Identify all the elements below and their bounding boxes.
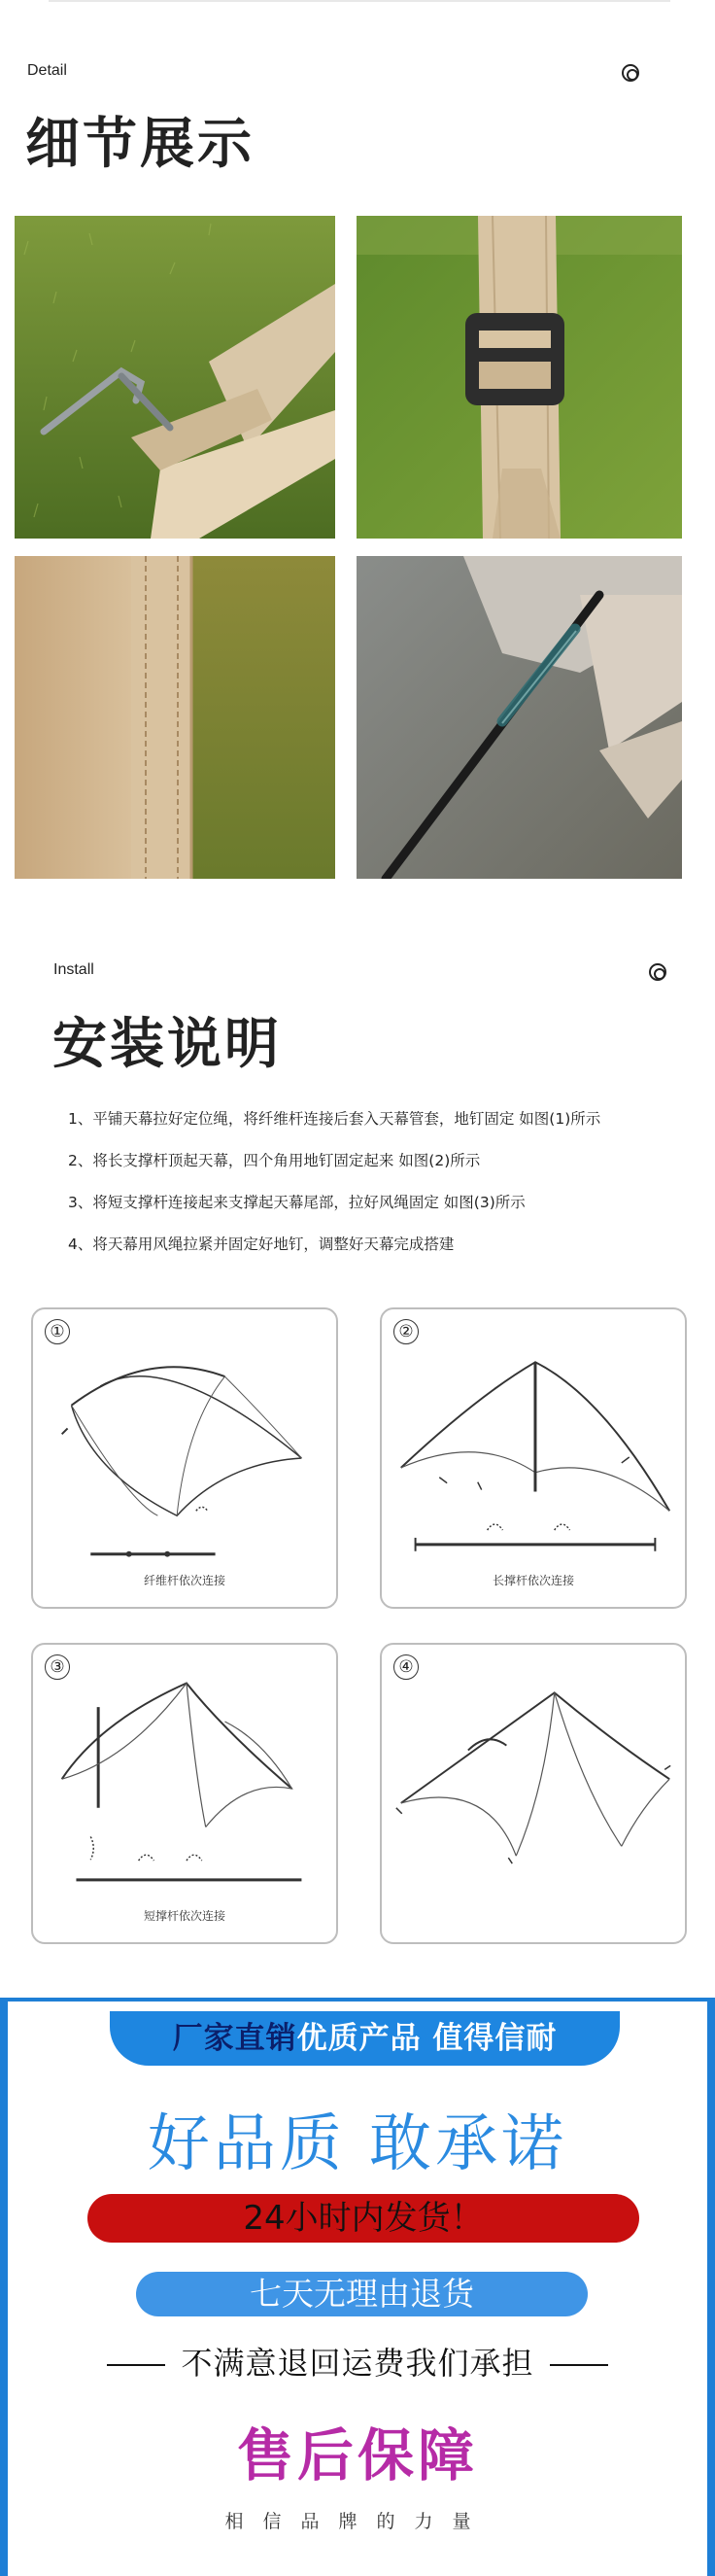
fiberglass-pole-photo	[357, 556, 682, 879]
ring-icon	[622, 64, 639, 82]
ground-stake-photo	[15, 216, 335, 539]
after-sale-title: 售后保障	[236, 2422, 478, 2489]
return-pill: 七天无理由退货	[136, 2272, 588, 2316]
diagram-caption: 纤维杆依次连接	[143, 1574, 225, 1587]
install-step: 2、将长支撑杆顶起天幕，四个角用地钉固定起来 如图(2)所示	[68, 1152, 481, 1169]
install-eyebrow: Install	[53, 961, 94, 978]
promo-banner	[0, 1998, 715, 2576]
diagram-caption: 短撑杆依次连接	[143, 1909, 225, 1923]
diagram-number: ④	[393, 1654, 419, 1680]
install-diagram-3	[31, 1643, 338, 1944]
return-shipping-line	[8, 2339, 707, 2384]
promo-header-highlight: 优质产品 值得信耐	[296, 2021, 558, 2056]
install-diagram-4	[380, 1643, 687, 1944]
fabric-seam-photo	[15, 556, 335, 879]
diagram-caption: 长撑杆依次连接	[492, 1574, 574, 1587]
strap-buckle-photo	[357, 216, 682, 539]
detail-eyebrow: Detail	[27, 62, 67, 79]
diagram-number: ③	[45, 1654, 70, 1680]
shipping-pill: 24小时内发货！	[87, 2194, 639, 2243]
install-diagram-1	[31, 1307, 338, 1609]
dash-right	[550, 2364, 608, 2366]
install-step: 1、平铺天幕拉好定位绳，将纤维杆连接后套入天幕管套，地钉固定 如图(1)所示	[68, 1110, 601, 1128]
install-diagram-2	[380, 1307, 687, 1609]
return-shipping-text: 不满意退回运费我们承担	[181, 2345, 534, 2382]
dash-left	[107, 2364, 165, 2366]
ring-icon	[649, 963, 666, 981]
promo-header	[110, 2011, 620, 2066]
top-divider	[49, 0, 670, 2]
detail-title: 细节展示	[25, 113, 255, 176]
diagram-number: ①	[45, 1319, 70, 1344]
promo-header-plain: 厂家直销	[172, 2021, 297, 2056]
install-step: 4、将天幕用风绳拉紧并固定好地钉，调整好天幕完成搭建	[68, 1236, 455, 1253]
brand-slogan: 相信品牌的力量	[224, 2511, 491, 2532]
install-title: 安装说明	[52, 1013, 282, 1076]
install-step: 3、将短支撑杆连接起来支撑起天幕尾部，拉好风绳固定 如图(3)所示	[68, 1194, 526, 1211]
promo-quality-slogan: 好品质 敢承诺	[147, 2108, 568, 2180]
install-steps	[68, 1108, 690, 1275]
diagram-number: ②	[393, 1319, 419, 1344]
